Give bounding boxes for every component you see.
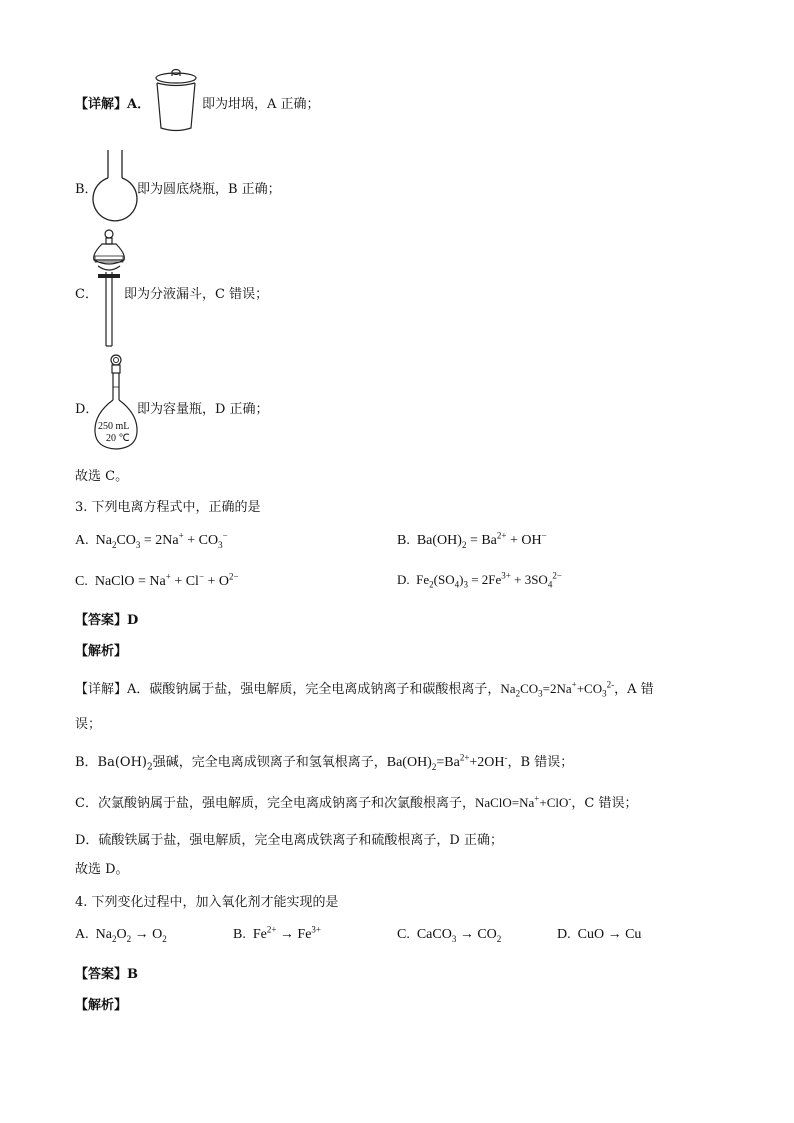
round-bottom-flask-icon [92, 148, 142, 220]
q3-option-c: C. NaClO = $Na^+ + Cl^- + O^{2-}$ [75, 571, 239, 589]
detail-d-prefix: D． [75, 402, 99, 417]
q4-stem: 4. 下列变化过程中，加入氧化剂才能实现的是 [75, 895, 339, 910]
q3-detail-c: C．次氯酸钠属于盐，强电解质，完全电离成钠离子和次氯酸根离子，NaClO=Na++ClO-，C 错误； [75, 793, 638, 811]
flask-label-volume: 250 mL [98, 421, 130, 432]
q4-option-b: B. $Fe^{2+} \to Fe^{3+}$ [233, 924, 321, 942]
detail-d-text: 即为容量瓶，D 正确； [137, 402, 269, 417]
choose-c: 故选 C。 [75, 469, 129, 484]
detail-b-text: 即为圆底烧瓶，B 正确； [137, 182, 281, 197]
detail-a-tag: 【详解】A． [75, 97, 151, 112]
flask-label-temp: 20 ℃ [106, 433, 130, 444]
detail-c-prefix: C． [75, 287, 98, 302]
q4-option-d: D. CuO → Cu [557, 927, 642, 942]
q3-option-a: A. $Na_2CO_3 = 2Na^+ + CO_3^-$ [75, 530, 228, 550]
crucible-icon [152, 66, 202, 136]
detail-a-text: 即为坩埚，A 正确； [202, 97, 320, 112]
q3-detail-b: B．$Ba(OH)_2$强碱，完全电离成钡离子和氢氧根离子，$Ba(OH)_2=Ba^{2+}+2OH^-$，B 错误； [75, 752, 574, 773]
q3-detail-a: 【详解】A．碳酸钠属于盐，强电解质，完全电离成钠离子和碳酸根离子，$Na_2CO_3=2Na^++CO_3^{2-}$，A 错 [75, 679, 654, 699]
q3-detail-d: D．硫酸铁属于盐，强电解质，完全电离成铁离子和硫酸根离子，D 正确； [75, 833, 503, 848]
detail-c-text: 即为分液漏斗，C 错误； [124, 287, 269, 302]
q4-option-a: A. $Na_2O_2 \to O_2$ [75, 927, 167, 944]
q3-option-d: D. $Fe_2(SO_4)_3 = 2Fe^{3+} + 3SO_4^{2-}$ [397, 570, 562, 590]
q3-choose: 故选 D。 [75, 862, 129, 877]
q3-stem: 3. 下列电离方程式中，正确的是 [75, 500, 261, 515]
q4-analysis: 【解析】 [75, 998, 128, 1013]
q3-detail-a-cont: 误； [75, 717, 102, 732]
q3-answer: 【答案】D [75, 613, 139, 628]
q4-answer: 【答案】B [75, 967, 138, 982]
detail-b-prefix: B． [75, 182, 98, 197]
q3-option-b: B. $Ba(OH)_2 = Ba^{2+} + OH^-$ [397, 530, 547, 550]
q4-option-c: C. CaCO$_3$ → $CO_2$ [397, 927, 502, 944]
q3-analysis: 【解析】 [75, 644, 128, 659]
